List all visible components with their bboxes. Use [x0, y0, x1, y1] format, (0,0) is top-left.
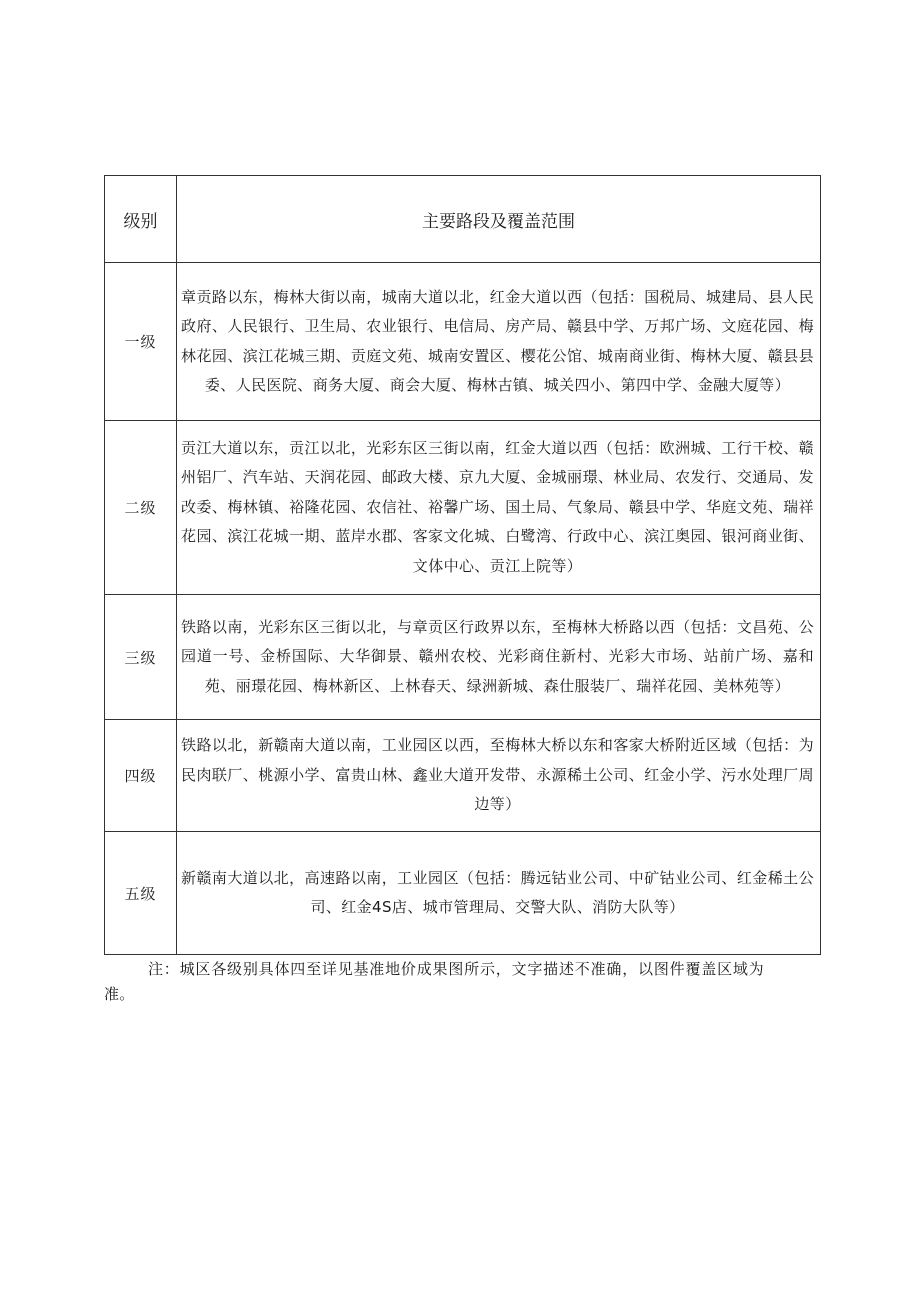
table-row [105, 720, 821, 832]
land-grade-table [104, 175, 821, 955]
scope-cell: 铁路以南，光彩东区三街以北，与章贡区行政界以东，至梅林大桥路以西（包括：文昌苑、公园道一号、金桥国际、大华御景、赣州农校、光彩商住新村、光彩大市场、站前广场、嘉和苑、丽璟花园、梅林新区、上林春天、绿洲新城、森仕服装厂、瑞祥花园、美林苑等） [177, 595, 821, 720]
level-cell: 一级 [105, 263, 177, 421]
header-scope: 主要路段及覆盖范围 [177, 176, 821, 263]
level-cell: 二级 [105, 421, 177, 595]
level-cell: 三级 [105, 595, 177, 720]
level-cell: 四级 [105, 720, 177, 832]
table-footnote: 注：城区各级别具体四至详见基准地价成果图所示，文字描述不准确，以图件覆盖区域为准。 [104, 960, 764, 1003]
scope-cell: 章贡路以东，梅林大街以南，城南大道以北，红金大道以西（包括：国税局、城建局、县人民政府、人民银行、卫生局、农业银行、电信局、房产局、赣县中学、万邦广场、文庭花园、梅林花园、滨江花城三期、贡庭文苑、城南安置区、樱花公馆、城南商业街、梅林大厦、赣县县委、人民医院、商务大厦、商会大厦、梅林古镇、城关四小、第四中学、金融大厦等） [177, 263, 821, 421]
scope-cell: 新赣南大道以北，高速路以南，工业园区（包括：腾远钴业公司、中矿钴业公司、红金稀土公司、红金4S店、城市管理局、交警大队、消防大队等） [177, 832, 821, 955]
table-row [105, 832, 821, 955]
header-level: 级别 [105, 176, 177, 263]
table-row [105, 263, 821, 421]
table-row [105, 595, 821, 720]
table-header-row [105, 176, 821, 263]
scope-cell: 铁路以北，新赣南大道以南，工业园区以西，至梅林大桥以东和客家大桥附近区域（包括：为民肉联厂、桃源小学、富贵山林、鑫业大道开发带、永源稀土公司、红金小学、污水处理厂周边等） [177, 720, 821, 832]
table-row [105, 421, 821, 595]
scope-cell: 贡江大道以东，贡江以北，光彩东区三街以南，红金大道以西（包括：欧洲城、工行干校、赣州铝厂、汽车站、天润花园、邮政大楼、京九大厦、金城丽璟、林业局、农发行、交通局、发改委、梅林镇、裕隆花园、农信社、裕馨广场、国土局、气象局、赣县中学、华庭文苑、瑞祥花园、滨江花城一期、蓝岸水郡、客家文化城、白鹭湾、行政中心、滨江奥园、银河商业街、文体中心、贡江上院等） [177, 421, 821, 595]
level-cell: 五级 [105, 832, 177, 955]
